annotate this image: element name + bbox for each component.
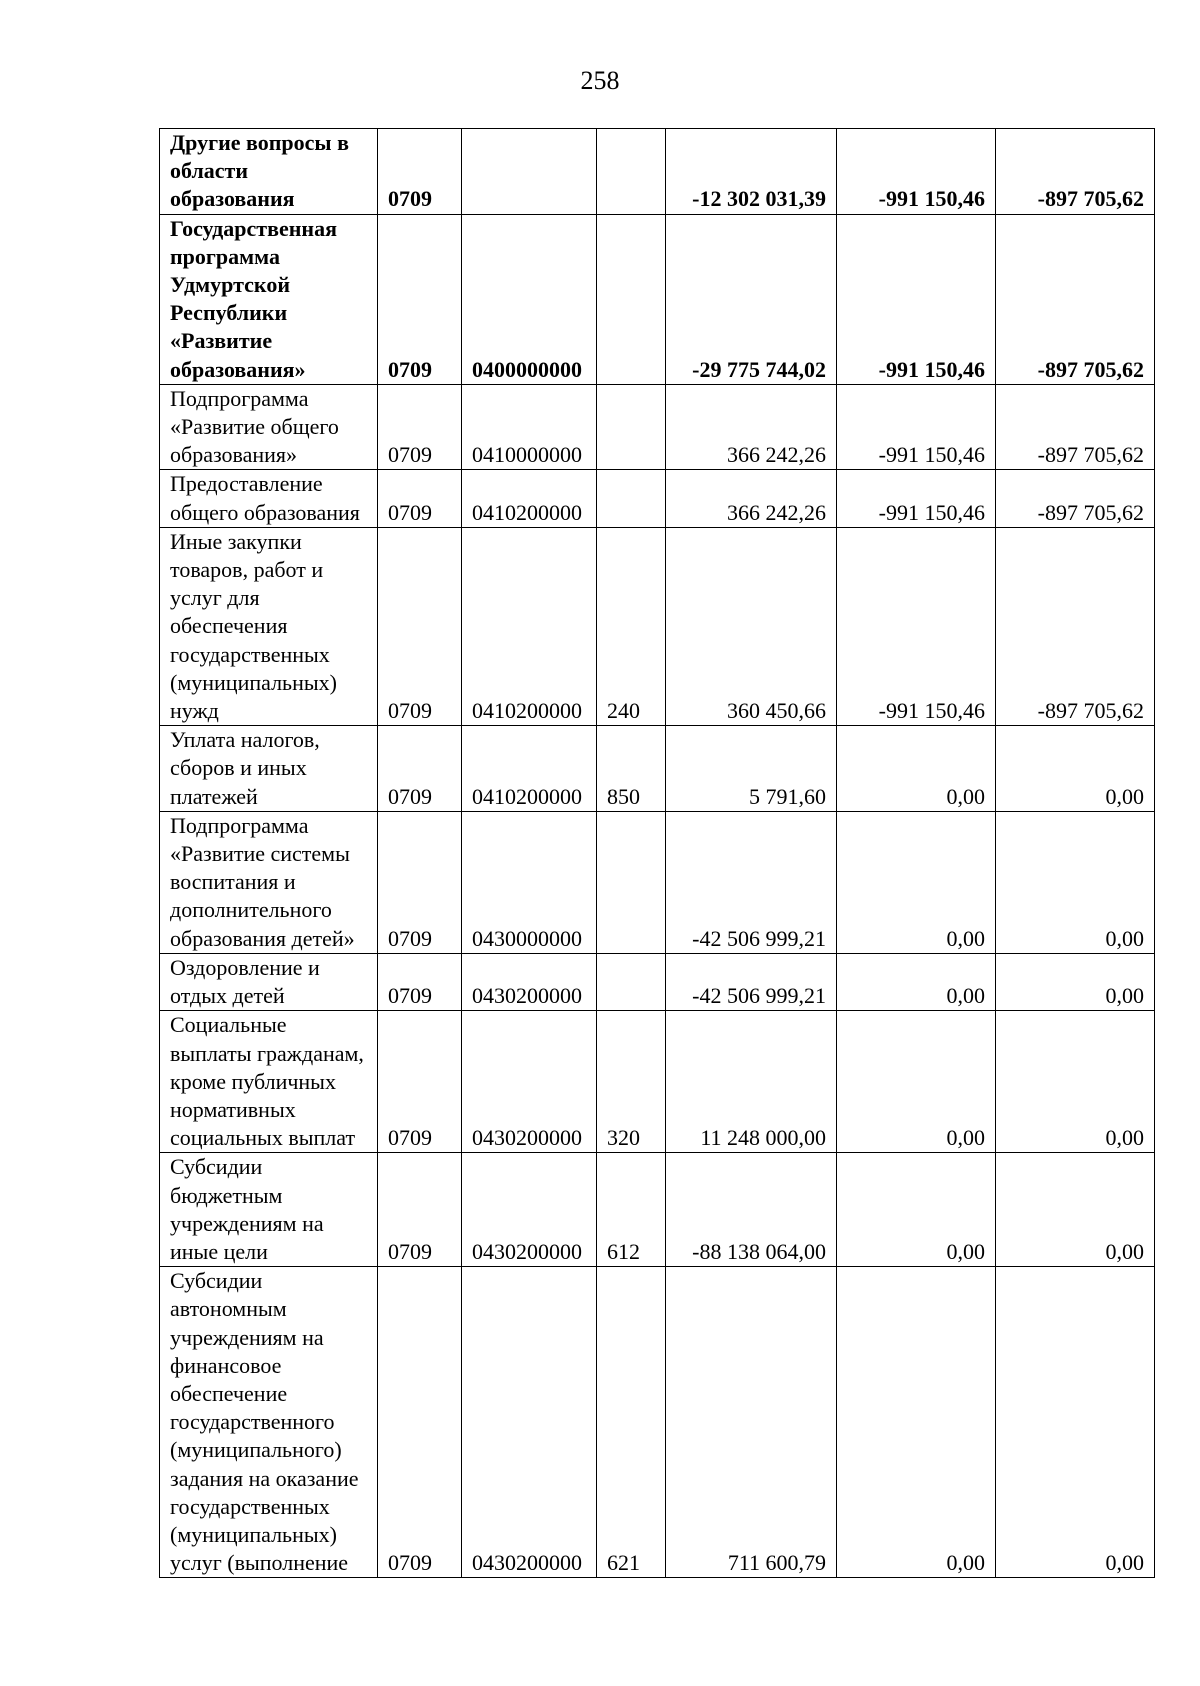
expense-type-code <box>597 129 666 215</box>
expense-type-code <box>597 811 666 953</box>
amount-1: 360 450,66 <box>666 527 837 725</box>
amount-1: -88 138 064,00 <box>666 1153 837 1267</box>
row-name: Другие вопросы в области образования <box>160 129 378 215</box>
budget-table <box>159 128 1155 1578</box>
expense-type-code: 612 <box>597 1153 666 1267</box>
section-code: 0709 <box>378 811 462 953</box>
row-name: Субсидии бюджетным учреждениям на иные цели <box>160 1153 378 1267</box>
row-name: Уплата налогов, сборов и иных платежей <box>160 726 378 812</box>
amount-2: 0,00 <box>837 953 996 1010</box>
table-row <box>160 1267 1155 1578</box>
section-code: 0709 <box>378 384 462 470</box>
table-row <box>160 129 1155 215</box>
amount-3: 0,00 <box>996 811 1155 953</box>
amount-3: -897 705,62 <box>996 214 1155 384</box>
amount-3: 0,00 <box>996 1267 1155 1578</box>
table-row <box>160 1011 1155 1153</box>
amount-3: -897 705,62 <box>996 129 1155 215</box>
section-code: 0709 <box>378 129 462 215</box>
amount-3: 0,00 <box>996 953 1155 1010</box>
table-row <box>160 726 1155 812</box>
target-code: 0410200000 <box>462 470 597 527</box>
amount-2: 0,00 <box>837 811 996 953</box>
table-row <box>160 384 1155 470</box>
expense-type-code: 320 <box>597 1011 666 1153</box>
row-name: Иные закупки товаров, работ и услуг для обеспечения государственных (муниципальных) нужд <box>160 527 378 725</box>
amount-2: -991 150,46 <box>837 129 996 215</box>
row-name: Социальные выплаты гражданам, кроме публичных нормативных социальных выплат <box>160 1011 378 1153</box>
amount-3: -897 705,62 <box>996 470 1155 527</box>
row-name: Предоставление общего образования <box>160 470 378 527</box>
table-row <box>160 811 1155 953</box>
target-code: 0410200000 <box>462 726 597 812</box>
amount-1: 11 248 000,00 <box>666 1011 837 1153</box>
amount-1: -42 506 999,21 <box>666 953 837 1010</box>
row-name: Подпрограмма «Развитие системы воспитания и дополнительного образования детей» <box>160 811 378 953</box>
expense-type-code <box>597 384 666 470</box>
target-code: 0430200000 <box>462 1153 597 1267</box>
target-code: 0430200000 <box>462 953 597 1010</box>
amount-1: -12 302 031,39 <box>666 129 837 215</box>
expense-type-code <box>597 214 666 384</box>
section-code: 0709 <box>378 953 462 1010</box>
expense-type-code <box>597 470 666 527</box>
section-code: 0709 <box>378 726 462 812</box>
section-code: 0709 <box>378 1267 462 1578</box>
table-row <box>160 1153 1155 1267</box>
target-code: 0430200000 <box>462 1011 597 1153</box>
amount-3: 0,00 <box>996 1011 1155 1153</box>
section-code: 0709 <box>378 1153 462 1267</box>
amount-2: -991 150,46 <box>837 527 996 725</box>
amount-1: 5 791,60 <box>666 726 837 812</box>
amount-2: -991 150,46 <box>837 384 996 470</box>
amount-3: -897 705,62 <box>996 527 1155 725</box>
section-code: 0709 <box>378 214 462 384</box>
table-row <box>160 527 1155 725</box>
row-name: Оздоровление и отдых детей <box>160 953 378 1010</box>
target-code <box>462 129 597 215</box>
target-code: 0410200000 <box>462 527 597 725</box>
table-row <box>160 214 1155 384</box>
expense-type-code: 621 <box>597 1267 666 1578</box>
target-code: 0410000000 <box>462 384 597 470</box>
amount-1: 366 242,26 <box>666 384 837 470</box>
row-name: Государственная программа Удмуртской Республики «Развитие образования» <box>160 214 378 384</box>
amount-2: -991 150,46 <box>837 214 996 384</box>
target-code: 0400000000 <box>462 214 597 384</box>
amount-3: 0,00 <box>996 726 1155 812</box>
amount-1: 711 600,79 <box>666 1267 837 1578</box>
amount-3: -897 705,62 <box>996 384 1155 470</box>
amount-2: 0,00 <box>837 1267 996 1578</box>
amount-1: 366 242,26 <box>666 470 837 527</box>
row-name: Подпрограмма «Развитие общего образования» <box>160 384 378 470</box>
section-code: 0709 <box>378 527 462 725</box>
amount-3: 0,00 <box>996 1153 1155 1267</box>
target-code: 0430200000 <box>462 1267 597 1578</box>
expense-type-code: 850 <box>597 726 666 812</box>
amount-2: -991 150,46 <box>837 470 996 527</box>
page-number: 258 <box>580 66 620 95</box>
section-code: 0709 <box>378 1011 462 1153</box>
expense-type-code: 240 <box>597 527 666 725</box>
amount-2: 0,00 <box>837 726 996 812</box>
table-row <box>160 953 1155 1010</box>
row-name: Субсидии автономным учреждениям на финансовое обеспечение государственного (муниципального) задания на оказание государственных (муниципальных) услуг (выполнение <box>160 1267 378 1578</box>
section-code: 0709 <box>378 470 462 527</box>
table-row <box>160 470 1155 527</box>
target-code: 0430000000 <box>462 811 597 953</box>
amount-1: -29 775 744,02 <box>666 214 837 384</box>
amount-2: 0,00 <box>837 1153 996 1267</box>
amount-1: -42 506 999,21 <box>666 811 837 953</box>
amount-2: 0,00 <box>837 1011 996 1153</box>
expense-type-code <box>597 953 666 1010</box>
